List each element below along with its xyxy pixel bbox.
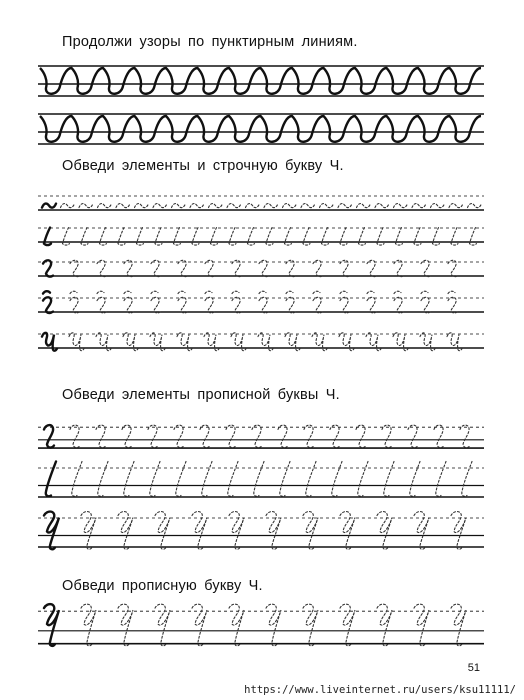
pattern-row-2: [38, 104, 484, 150]
lowercase-row-stroke-svg: [38, 222, 484, 246]
watermark-url: https://www.liveinternet.ru/users/ksu11111/: [244, 684, 516, 696]
lowercase-row-hook-tilde-svg: [38, 292, 484, 316]
instruction-patterns: Продолжи узоры по пунктирным линиям.: [62, 34, 358, 50]
lowercase-row-hook-tilde: [38, 292, 484, 316]
wave-pattern-1: [38, 56, 484, 102]
lowercase-row-letter: [38, 328, 484, 352]
uppercase-row-hook: [38, 420, 484, 456]
uppercase-letter-row-svg: [38, 600, 484, 656]
uppercase-row-stroke-svg: [38, 458, 484, 508]
instruction-uppercase-letter: Обведи прописную букву Ч.: [62, 578, 263, 594]
lowercase-row-tilde-svg: [38, 190, 484, 214]
instruction-uppercase-elements: Обведи элементы прописной буквы Ч.: [62, 387, 340, 403]
lowercase-row-hook-svg: [38, 256, 484, 280]
lowercase-row-tilde: [38, 190, 484, 214]
lowercase-row-hook: [38, 256, 484, 280]
lowercase-row-letter-svg: [38, 328, 484, 352]
instruction-lowercase: Обведи элементы и строчную букву Ч.: [62, 158, 344, 174]
uppercase-row-stroke: [38, 458, 484, 508]
page-number: 51: [467, 662, 480, 674]
uppercase-row-hook-svg: [38, 420, 484, 456]
uppercase-row-combined: [38, 508, 484, 558]
lowercase-row-stroke: [38, 222, 484, 246]
wave-pattern-2: [38, 104, 484, 150]
uppercase-letter-row: [38, 600, 484, 656]
pattern-row-1: [38, 56, 484, 102]
uppercase-row-combined-svg: [38, 508, 484, 558]
